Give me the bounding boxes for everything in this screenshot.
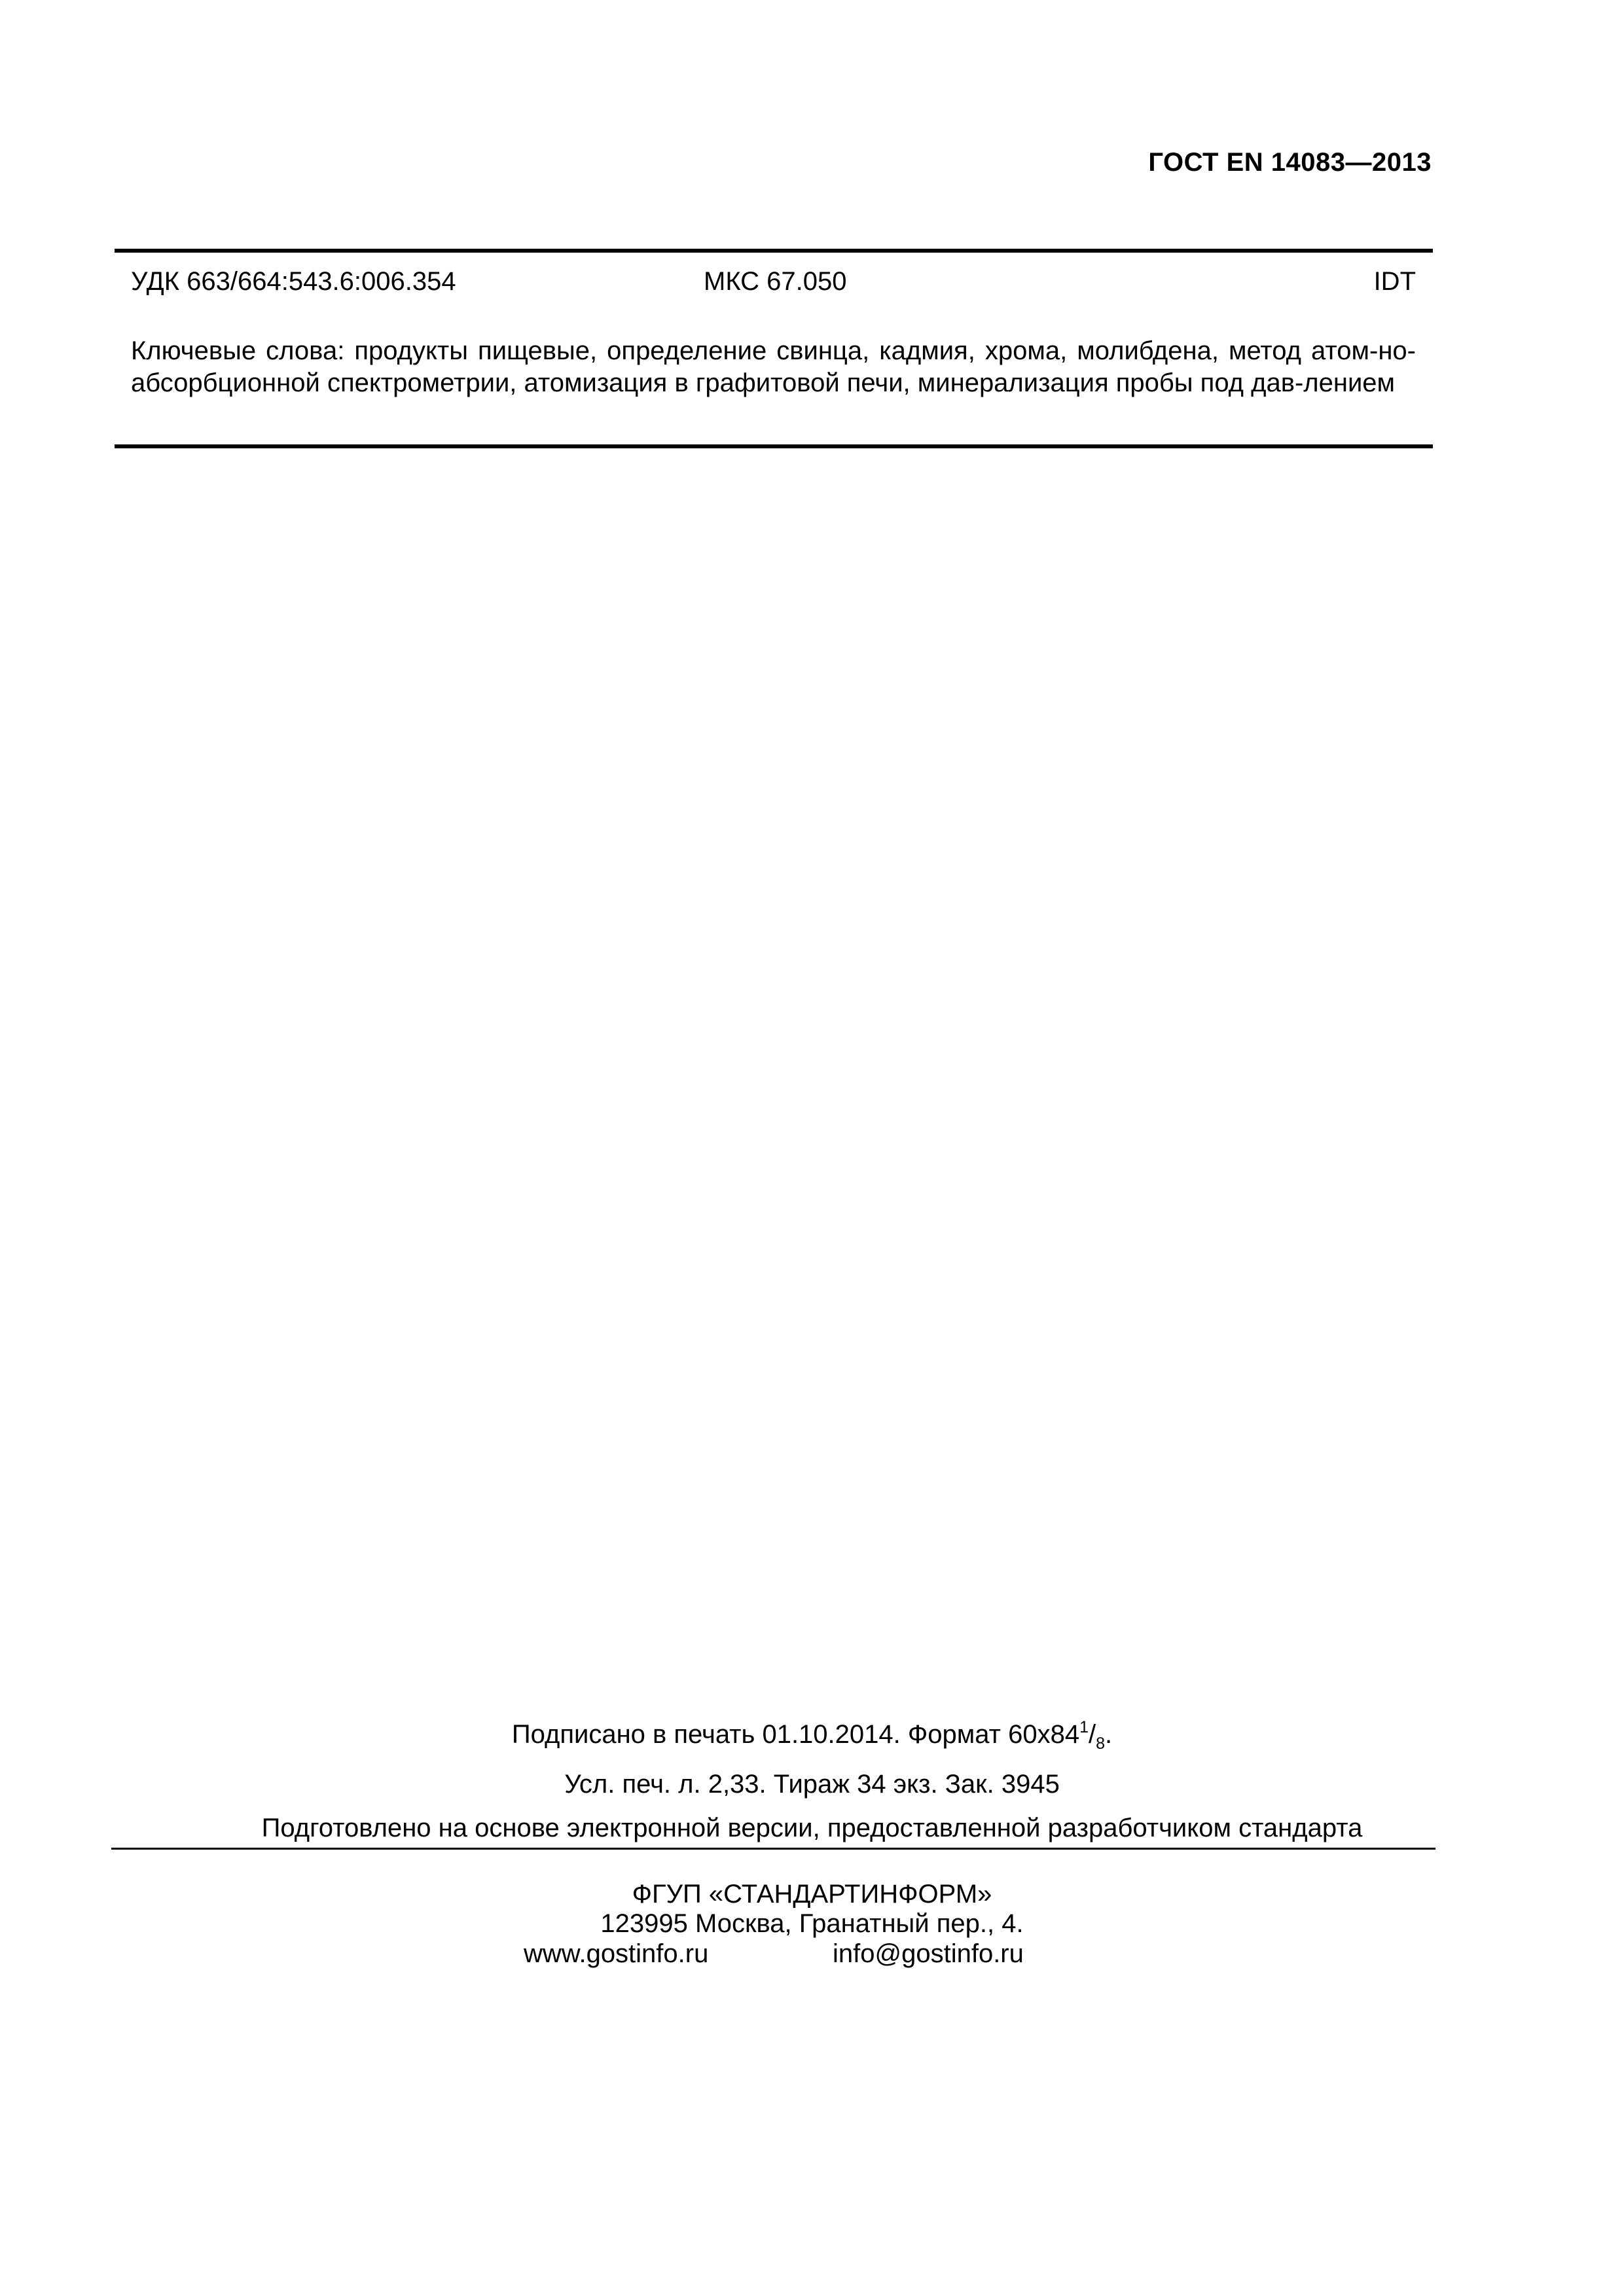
standard-code: ГОСТ EN 14083—2013: [1148, 148, 1432, 177]
print-details-line: Усл. печ. л. 2,33. Тираж 34 экз. Зак. 3945: [564, 1770, 1060, 1799]
publisher-address: 123995 Москва, Гранатный пер., 4.: [600, 1909, 1024, 1938]
classification-row: [131, 267, 1416, 304]
format-period: .: [1105, 1720, 1113, 1749]
format-slash: /: [1088, 1720, 1096, 1749]
signed-for-print-text: Подписано в печать 01.10.2014. Формат 60х84: [511, 1720, 1080, 1749]
udk-code: УДК 663/664:543.6:006.354: [131, 267, 456, 296]
prepared-note-line: Подготовлено на основе электронной версии, предоставленной разработчиком стандарта: [261, 1814, 1363, 1842]
publisher-name: ФГУП «СТАНДАРТИНФОРМ»: [632, 1880, 992, 1909]
signed-for-print-line: [0, 1718, 1624, 1753]
mks-code: МКС 67.050: [704, 267, 847, 296]
publisher-email: info@gostinfo.ru: [833, 1939, 1024, 1968]
format-denominator: 8: [1096, 1734, 1105, 1753]
correspondence-degree: IDT: [1373, 267, 1416, 296]
publisher-website: www.gostinfo.ru: [524, 1939, 709, 1968]
imprint-rule: [111, 1848, 1435, 1850]
top-rule: [115, 249, 1433, 253]
format-numerator: 1: [1079, 1718, 1089, 1736]
keywords-bottom-rule: [115, 444, 1433, 448]
keywords-paragraph: Ключевые слова: продукты пищевые, определение свинца, кадмия, хрома, молибдена, метод атом-но-абсорбционной спектрометрии, атомизация в графитовой печи, минерализация пробы под дав-лением: [131, 336, 1416, 397]
